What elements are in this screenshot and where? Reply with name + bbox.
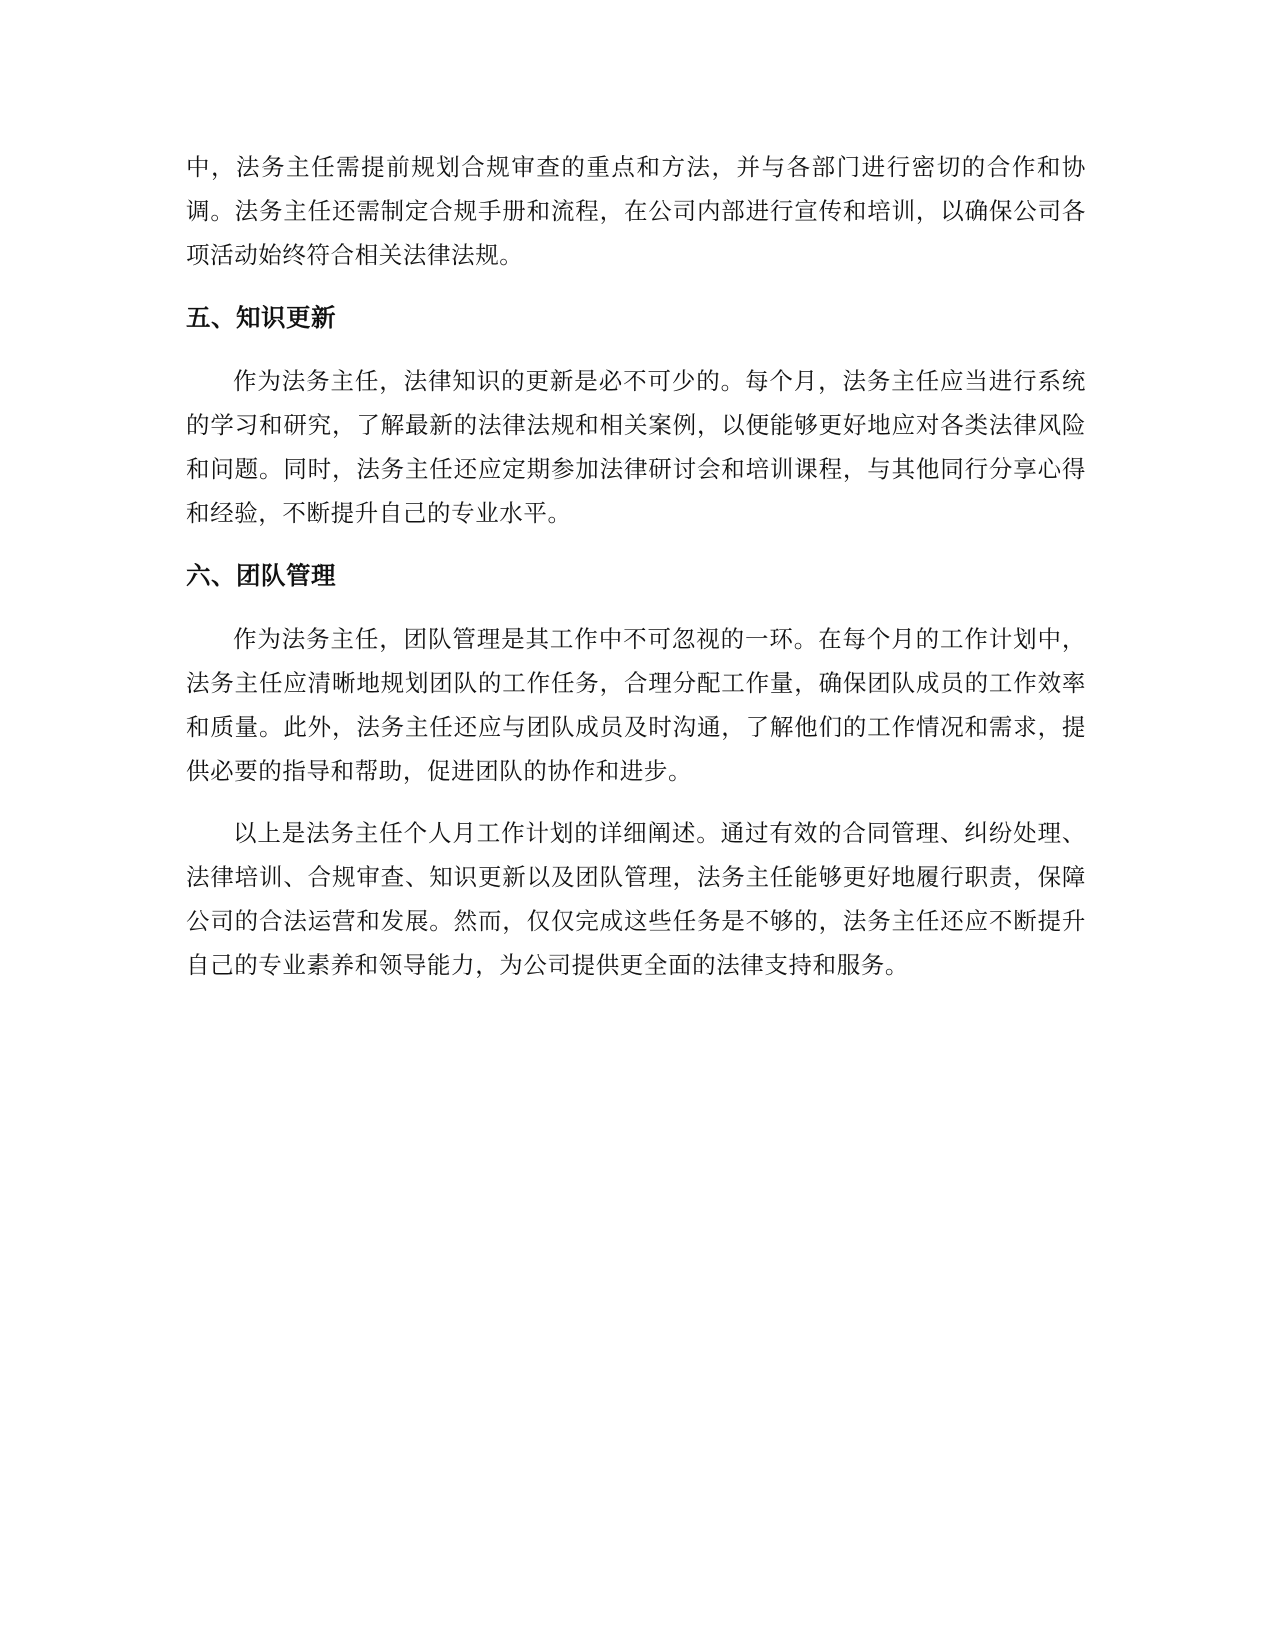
section-heading-team-management: 六、团队管理 (186, 561, 336, 590)
intro-paragraph: 中，法务主任需提前规划合规审查的重点和方法，并与各部门进行密切的合作和协调。法务主任还需制定合规手册和流程，在公司内部进行宣传和培训，以确保公司各项活动始终符合相关法律法规。 (186, 153, 1086, 269)
section-paragraph-knowledge-update: 作为法务主任，法律知识的更新是必不可少的。每个月，法务主任应当进行系统的学习和研究，了解最新的法律法规和相关案例，以便能够更好地应对各类法律风险和问题。同时，法务主任还应定期参加法律研讨会和培训课程，与其他同行分享心得和经验，不断提升自己的专业水平。 (186, 367, 1086, 527)
section-heading-knowledge-update: 五、知识更新 (186, 303, 336, 332)
section-paragraph-team-management: 作为法务主任，团队管理是其工作中不可忽视的一环。在每个月的工作计划中，法务主任应清晰地规划团队的工作任务，合理分配工作量，确保团队成员的工作效率和质量。此外，法务主任还应与团队成员及时沟通，了解他们的工作情况和需求，提供必要的指导和帮助，促进团队的协作和进步。 (186, 625, 1086, 785)
document-body (186, 145, 1086, 987)
conclusion-paragraph: 以上是法务主任个人月工作计划的详细阐述。通过有效的合同管理、纠纷处理、法律培训、合规审查、知识更新以及团队管理，法务主任能够更好地履行职责，保障公司的合法运营和发展。然而，仅仅完成这些任务是不够的，法务主任还应不断提升自己的专业素养和领导能力，为公司提供更全面的法律支持和服务。 (186, 819, 1086, 979)
